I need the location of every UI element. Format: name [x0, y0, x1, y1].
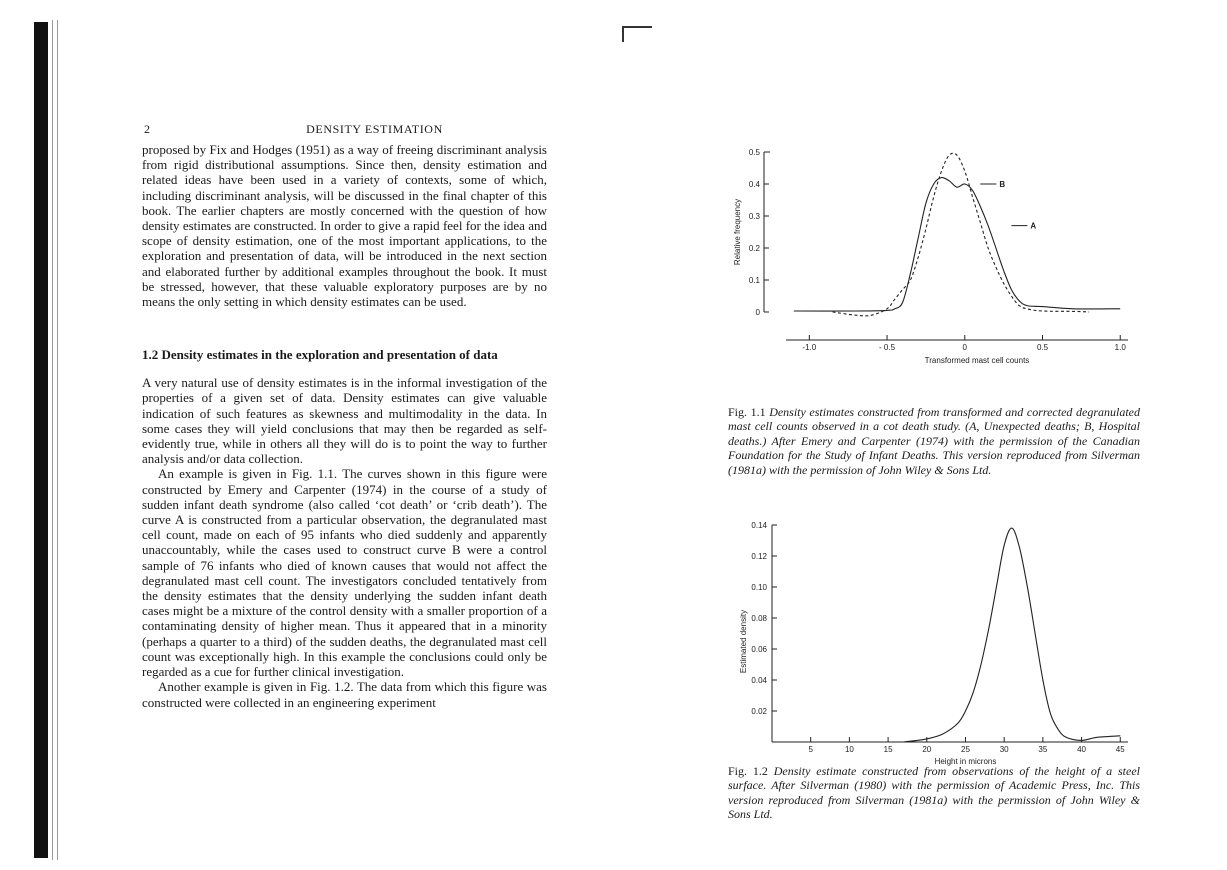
crop-mark	[622, 26, 652, 42]
y-tick-label: 0.08	[751, 614, 767, 624]
y-axis-label: Estimated density	[739, 609, 748, 674]
y-tick-label: 0.1	[748, 276, 760, 285]
running-title: DENSITY ESTIMATION	[306, 122, 443, 136]
x-tick-label: 0.5	[1036, 343, 1049, 352]
y-tick-label: 0.06	[751, 645, 767, 655]
caption-text: Density estimates constructed from transformed and corrected degranulated mast cell counts observed in a cot death study. (A, Unexpected deaths; B, Hospital deaths.) After Emery and Carpenter (1974) with the permission of the Canadian Foundation for the Study of Infant Deaths. This version reproduced from Silverman (1981a) with the permission of John Wiley & Sons Ltd.	[728, 405, 1140, 477]
caption-text: Density estimate constructed from observations of the height of a steel surface. After Silverman (1980) with the permission of Academic Press, Inc. This version reproduced from Silverman (1981a) with the permission of John Wiley & Sons Ltd.	[728, 764, 1141, 822]
x-tick-label: 30	[999, 745, 1009, 755]
y-tick-label: 0.3	[748, 212, 760, 221]
y-tick-label: 0.14	[751, 521, 767, 531]
x-tick-label: - 0.5	[879, 343, 896, 352]
series-line-B	[833, 153, 1090, 316]
figure-2	[728, 497, 1140, 822]
binding-shadow	[34, 22, 48, 858]
density-curve	[904, 528, 1121, 742]
x-axis-label: Transformed mast cell counts	[924, 356, 1030, 365]
page-number: 2	[144, 122, 151, 136]
x-tick-label: 40	[1077, 745, 1087, 755]
running-head	[142, 122, 547, 142]
y-tick-label: 0.4	[748, 180, 760, 189]
x-tick-label: -1.0	[802, 343, 817, 352]
body-paragraph: An example is given in Fig. 1.1. The curves shown in this figure were constructed by Emery and Carpenter (1974) in the course of a study of sudden infant death syndrome (also called ‘cot death’ or ‘crib death’). The curve A is constructed from a particular observation, the degranulated mast cell count, made on each of 95 infants who died suddenly and apparently unaccountably, while the cases used to construct curve B were a control sample of 76 infants who died of known causes that would not affect the degranulated mast cell count. The investigators concluded tentatively from the density estimates that the density underlying the sudden infant death cases might be a mixture of the control density with a smaller proportion of a contaminating density of higher mean. Thus it appeared that in a minority (perhaps a quarter to a third) of the sudden deaths, the degranulated mast cell count was exceptionally high. In this example the conclusions could only be regarded as a cue for further clinical investigation.	[142, 466, 547, 680]
y-tick-label: 0.2	[748, 244, 760, 253]
figure-1	[728, 140, 1140, 477]
x-tick-label: 25	[961, 745, 970, 755]
y-tick-label: 0.5	[748, 148, 760, 157]
annotation-label-B: B	[999, 180, 1006, 189]
y-tick-label: 0.10	[751, 583, 767, 593]
x-tick-label: 0	[962, 343, 967, 352]
y-tick-label: 0.02	[751, 707, 767, 717]
x-tick-label: 10	[844, 745, 854, 755]
series-line-A	[794, 178, 1120, 312]
chart-figure-1	[728, 140, 1140, 400]
x-tick-label: 15	[883, 745, 893, 755]
right-page	[728, 140, 1140, 822]
x-tick-label: 5	[808, 745, 813, 755]
y-tick-label: 0	[755, 308, 760, 317]
caption-label: Fig. 1.1	[728, 405, 766, 419]
caption-label: Fig. 1.2	[728, 764, 768, 779]
body-paragraph: Another example is given in Fig. 1.2. The data from which this figure was constructed were collected in an engineering experiment	[142, 679, 547, 710]
figure-caption	[728, 405, 1140, 477]
x-tick-label: 1.0	[1114, 343, 1126, 352]
binding-edge-line	[52, 20, 53, 860]
left-page	[142, 122, 547, 710]
body-paragraph: A very natural use of density estimates is in the informal investigation of the properties of a given set of data. Density estimates can give valuable indication of such features as skewness and multimodality in the data. In some cases they will yield conclusions that may then be regarded as self-evidently true, while in others all they will do is to point the way to further analysis and/or data collection.	[142, 375, 547, 467]
x-tick-label: 35	[1038, 745, 1048, 755]
body-paragraph: proposed by Fix and Hodges (1951) as a way of freeing discriminant analysis from rigid distributional assumptions. Since then, density estimation and related ideas have been used in a variety of contexts, some of which, including discriminant analysis, will be discussed in the final chapter of this book. The earlier chapters are mostly concerned with the question of how density estimates are constructed. In order to give a rapid feel for the idea and scope of density estimation, one of the most important applications, to the exploration and presentation of data, will be introduced in the next section and elaborated further by additional examples throughout the book. It must be stressed, however, that these valuable exploratory purposes are by no means the only setting in which density estimates can be used.	[142, 142, 547, 310]
section-heading: 1.2 Density estimates in the exploration and presentation of data	[142, 347, 498, 363]
y-axis-label: Relative frequency	[733, 198, 742, 266]
x-tick-label: 20	[922, 745, 932, 755]
figure-caption	[728, 764, 1140, 822]
y-tick-label: 0.04	[751, 676, 767, 686]
y-tick-label: 0.12	[751, 552, 767, 562]
x-axis-label: Height in microns	[934, 757, 997, 767]
binding-edge-line	[57, 20, 58, 860]
annotation-label-A: A	[1030, 221, 1037, 231]
chart-figure-2	[728, 497, 1140, 767]
x-tick-label: 45	[1115, 745, 1125, 755]
